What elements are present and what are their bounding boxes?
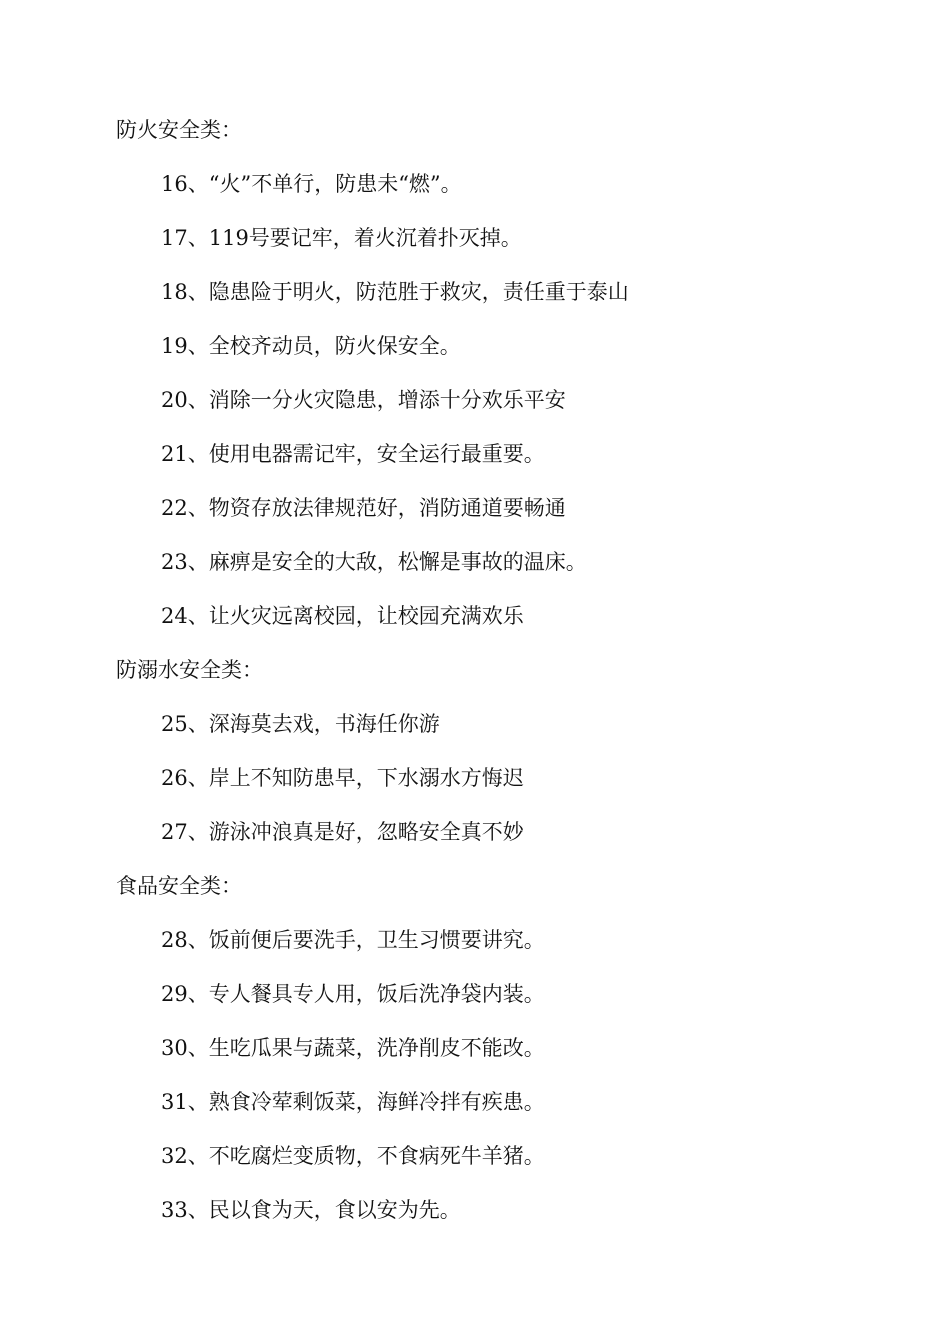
slogan-31: 31、熟食冷荤剩饭菜，海鲜冷拌有疾患。 bbox=[161, 1090, 545, 1114]
section-heading-drowning-safety: 防溺水安全类： bbox=[116, 658, 263, 682]
slogan-19: 19、全校齐动员，防火保安全。 bbox=[161, 334, 461, 358]
slogan-28: 28、饭前便后要洗手，卫生习惯要讲究。 bbox=[161, 928, 545, 952]
document-body bbox=[116, 112, 876, 1246]
section-heading-fire-safety: 防火安全类： bbox=[116, 118, 242, 142]
slogan-16: 16、“火”不单行，防患未“燃”。 bbox=[161, 172, 462, 196]
slogan-33: 33、民以食为天，食以安为先。 bbox=[161, 1198, 461, 1222]
slogan-21: 21、使用电器需记牢，安全运行最重要。 bbox=[161, 442, 545, 466]
slogan-24: 24、让火灾远离校园，让校园充满欢乐 bbox=[161, 604, 524, 628]
slogan-17: 17、119号要记牢，着火沉着扑灭掉。 bbox=[161, 226, 522, 250]
slogan-22: 22、物资存放法律规范好，消防通道要畅通 bbox=[161, 496, 566, 520]
slogan-20: 20、消除一分火灾隐患，增添十分欢乐平安 bbox=[161, 388, 566, 412]
slogan-29: 29、专人餐具专人用，饭后洗净袋内装。 bbox=[161, 982, 545, 1006]
slogan-27: 27、游泳冲浪真是好，忽略安全真不妙 bbox=[161, 820, 524, 844]
slogan-26: 26、岸上不知防患早，下水溺水方悔迟 bbox=[161, 766, 524, 790]
slogan-23: 23、麻痹是安全的大敌，松懈是事故的温床。 bbox=[161, 550, 587, 574]
slogan-25: 25、深海莫去戏，书海任你游 bbox=[161, 712, 440, 736]
slogan-18: 18、隐患险于明火，防范胜于救灾，责任重于泰山 bbox=[161, 280, 629, 304]
section-heading-food-safety: 食品安全类： bbox=[116, 874, 242, 898]
slogan-30: 30、生吃瓜果与蔬菜，洗净削皮不能改。 bbox=[161, 1036, 545, 1060]
slogan-32: 32、不吃腐烂变质物，不食病死牛羊猪。 bbox=[161, 1144, 545, 1168]
